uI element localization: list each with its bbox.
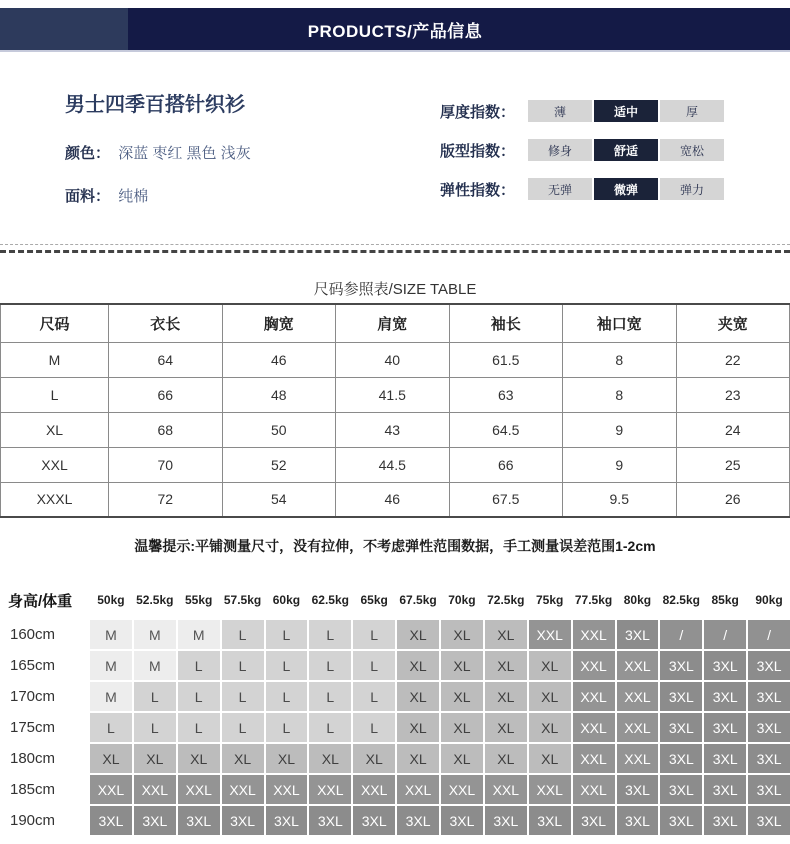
matrix-row <box>0 620 790 649</box>
fit-cell: L <box>134 682 176 711</box>
size-table-cell: 23 <box>676 377 790 412</box>
fit-cell: XL <box>397 744 439 773</box>
size-table-header-cell: 衣长 <box>109 304 223 342</box>
fit-cell: XL <box>529 682 571 711</box>
fit-cell: L <box>178 651 220 680</box>
size-table-cell: 67.5 <box>449 482 563 517</box>
fit-cell: XL <box>485 682 527 711</box>
fit-cell: XL <box>178 744 220 773</box>
height-label: 165cm <box>10 657 56 674</box>
fit-cell: L <box>309 651 351 680</box>
size-table-cell: 8 <box>563 377 677 412</box>
size-table-cell: 44.5 <box>336 447 450 482</box>
size-table-header-cell: 胸宽 <box>222 304 336 342</box>
fit-cell: XXL <box>266 775 308 804</box>
product-name: 男士四季百搭针织衫 <box>65 94 245 116</box>
fit-cell: 3XL <box>178 806 220 835</box>
fit-cell: XL <box>397 651 439 680</box>
fit-cell: L <box>309 682 351 711</box>
size-table-header-cell: 袖口宽 <box>563 304 677 342</box>
index-label: 弹性指数： <box>440 181 516 199</box>
fit-cell: 3XL <box>748 651 790 680</box>
index-chip-selected: 微弹 <box>594 178 658 200</box>
fit-cell: 3XL <box>660 806 702 835</box>
fit-cell: L <box>90 713 132 742</box>
fit-cell: L <box>222 713 264 742</box>
fit-cell: 3XL <box>704 744 746 773</box>
index-chip: 无弹 <box>528 178 592 200</box>
fit-cell: XXL <box>397 775 439 804</box>
index-chip: 薄 <box>528 100 592 122</box>
fit-cell: XXL <box>617 682 659 711</box>
fit-cell: 3XL <box>441 806 483 835</box>
fit-cell: XXL <box>222 775 264 804</box>
size-table-cell: 26 <box>676 482 790 517</box>
index-chip: 弹力 <box>660 178 724 200</box>
fit-cell: 3XL <box>748 806 790 835</box>
fit-cell: L <box>222 651 264 680</box>
fit-cell: L <box>309 713 351 742</box>
fit-cell: L <box>222 620 264 649</box>
matrix-row <box>0 682 790 711</box>
fabric-row <box>65 185 148 206</box>
fit-cell: L <box>309 620 351 649</box>
weight-label: 52.5kg <box>136 593 174 607</box>
weight-label: 70kg <box>448 593 476 607</box>
fit-cell: / <box>748 620 790 649</box>
fit-cell: XL <box>441 682 483 711</box>
weight-label: 60kg <box>272 593 301 607</box>
fit-cell: 3XL <box>573 806 615 835</box>
fit-cell: / <box>660 620 702 649</box>
fit-cell: XXL <box>573 775 615 804</box>
size-table-cell: 54 <box>222 482 336 517</box>
fit-cell: 3XL <box>309 806 351 835</box>
fit-cell: XXL <box>441 775 483 804</box>
size-table-row <box>1 482 790 517</box>
weight-label: 50kg <box>97 593 125 607</box>
fit-cell: XL <box>90 744 132 773</box>
index-label: 版型指数： <box>440 142 516 160</box>
index-label: 厚度指数： <box>440 103 516 121</box>
fit-cell: 3XL <box>353 806 395 835</box>
height-label: 190cm <box>10 812 56 829</box>
fit-cell: XXL <box>573 713 615 742</box>
fit-cell: XXL <box>617 713 659 742</box>
fit-cell: 3XL <box>660 775 702 804</box>
index-chips <box>528 100 726 122</box>
fit-matrix <box>0 588 790 837</box>
measurement-note: 温馨提示:平铺测量尺寸，没有拉伸，不考虑弹性范围数据，手工测量误差范围1-2cm <box>134 538 656 554</box>
fit-cell: L <box>353 682 395 711</box>
fit-cell: XXL <box>178 775 220 804</box>
size-table-cell: 40 <box>336 342 450 377</box>
weight-label: 85kg <box>711 593 739 607</box>
fit-cell: L <box>353 651 395 680</box>
size-table-row <box>1 412 790 447</box>
fit-cell: XXL <box>573 682 615 711</box>
size-table-cell: 68 <box>109 412 223 447</box>
size-table-cell: 8 <box>563 342 677 377</box>
height-label: 180cm <box>10 750 56 767</box>
fit-cell: 3XL <box>748 775 790 804</box>
fit-cell: 3XL <box>704 775 746 804</box>
fit-cell: 3XL <box>660 744 702 773</box>
fit-cell: L <box>266 620 308 649</box>
fit-cell: L <box>134 713 176 742</box>
size-table-row <box>1 342 790 377</box>
fit-cell: XL <box>397 713 439 742</box>
size-table-cell: 46 <box>336 482 450 517</box>
fit-cell: XL <box>397 620 439 649</box>
fit-cell: XL <box>397 682 439 711</box>
weight-label: 90kg <box>755 593 783 607</box>
fit-cell: 3XL <box>617 775 659 804</box>
matrix-row <box>0 806 790 835</box>
size-table-cell: 70 <box>109 447 223 482</box>
color-row <box>65 142 251 163</box>
size-table-header-cell: 尺码 <box>1 304 109 342</box>
size-table-cell: 24 <box>676 412 790 447</box>
fit-cell: 3XL <box>704 713 746 742</box>
dashed-divider <box>0 244 790 253</box>
fit-cell: L <box>178 713 220 742</box>
weight-label: 77.5kg <box>574 593 613 607</box>
size-table-cell: XXXL <box>1 482 109 517</box>
fabric-value: 纯棉 <box>118 188 149 205</box>
weight-label: 72.5kg <box>487 593 525 607</box>
weight-label: 65kg <box>360 593 388 607</box>
size-table-cell: 61.5 <box>449 342 563 377</box>
index-chip-selected: 舒适 <box>594 139 658 161</box>
height-label: 185cm <box>10 781 56 798</box>
fit-cell: 3XL <box>660 682 702 711</box>
size-table-cell: 41.5 <box>336 377 450 412</box>
size-table-cell: 66 <box>449 447 563 482</box>
fit-cell: 3XL <box>266 806 308 835</box>
fit-cell: L <box>222 682 264 711</box>
size-table-cell: 43 <box>336 412 450 447</box>
fit-cell: XXL <box>90 775 132 804</box>
color-label: 颜色： <box>65 145 111 162</box>
dashed-line-dark <box>0 250 790 253</box>
matrix-header-row <box>0 588 790 612</box>
weight-label: 55kg <box>185 593 213 607</box>
fit-cell: 3XL <box>748 713 790 742</box>
fit-cell: XL <box>485 651 527 680</box>
size-table-header-cell: 肩宽 <box>336 304 450 342</box>
fit-cell: XXL <box>353 775 395 804</box>
fit-cell: 3XL <box>90 806 132 835</box>
matrix-row <box>0 713 790 742</box>
weight-label: 75kg <box>536 593 564 607</box>
fit-cell: XXL <box>309 775 351 804</box>
fit-cell: L <box>178 682 220 711</box>
weight-label: 57.5kg <box>223 593 262 607</box>
size-table-cell: 64.5 <box>449 412 563 447</box>
weight-label: 67.5kg <box>399 593 437 607</box>
fit-cell: XL <box>441 620 483 649</box>
fit-cell: XL <box>485 744 527 773</box>
index-row-thickness <box>440 100 740 122</box>
fit-cell: 3XL <box>660 713 702 742</box>
fit-cell: M <box>90 620 132 649</box>
index-chip: 宽松 <box>660 139 724 161</box>
fit-cell: XL <box>134 744 176 773</box>
size-table-header-row <box>1 304 790 342</box>
fit-cell: XL <box>485 620 527 649</box>
index-chip: 厚 <box>660 100 724 122</box>
fit-cell: 3XL <box>222 806 264 835</box>
fit-cell: XL <box>309 744 351 773</box>
fit-cell: / <box>704 620 746 649</box>
matrix-corner-label: 身高/体重 <box>8 592 73 610</box>
fit-cell: XXL <box>617 744 659 773</box>
matrix-row <box>0 744 790 773</box>
size-table-title: 尺码参照表/SIZE TABLE <box>313 281 477 298</box>
fit-cell: 3XL <box>485 806 527 835</box>
fit-cell: 3XL <box>529 806 571 835</box>
size-table-cell: 46 <box>222 342 336 377</box>
fit-cell: XL <box>441 651 483 680</box>
fit-cell: L <box>353 713 395 742</box>
size-table-cell: L <box>1 377 109 412</box>
index-section <box>440 100 740 217</box>
size-table-cell: 72 <box>109 482 223 517</box>
fit-cell: XXL <box>529 775 571 804</box>
size-table-row <box>1 447 790 482</box>
fit-cell: XL <box>222 744 264 773</box>
size-table-cell: 9.5 <box>563 482 677 517</box>
weight-label: 62.5kg <box>311 593 349 607</box>
size-table-header-cell: 夹宽 <box>676 304 790 342</box>
size-table <box>0 303 790 518</box>
page-title: PRODUCTS/产品信息 <box>307 21 483 41</box>
size-table-header-cell: 袖长 <box>449 304 563 342</box>
size-table-cell: 64 <box>109 342 223 377</box>
index-row-fit <box>440 139 740 161</box>
fit-cell: XXL <box>134 775 176 804</box>
height-label: 170cm <box>10 688 56 705</box>
fit-cell: XL <box>529 713 571 742</box>
index-row-elasticity <box>440 178 740 200</box>
fit-cell: L <box>353 620 395 649</box>
fit-cell: 3XL <box>704 682 746 711</box>
index-chip-selected: 适中 <box>594 100 658 122</box>
weight-label: 82.5kg <box>662 593 700 607</box>
size-table-cell: 25 <box>676 447 790 482</box>
fit-cell: XL <box>441 713 483 742</box>
fit-cell: XL <box>353 744 395 773</box>
height-label: 175cm <box>10 719 56 736</box>
fit-cell: 3XL <box>617 806 659 835</box>
fit-cell: 3XL <box>748 682 790 711</box>
size-table-cell: M <box>1 342 109 377</box>
height-label: 160cm <box>10 626 56 643</box>
size-table-cell: 9 <box>563 412 677 447</box>
dashed-line-light <box>0 244 790 245</box>
size-table-cell: XXL <box>1 447 109 482</box>
index-chips <box>528 178 726 200</box>
size-table-cell: 48 <box>222 377 336 412</box>
fit-cell: M <box>178 620 220 649</box>
fit-cell: L <box>266 713 308 742</box>
index-chips <box>528 139 726 161</box>
color-value: 深蓝 枣红 黑色 浅灰 <box>118 145 251 162</box>
size-table-cell: XL <box>1 412 109 447</box>
fit-cell: XL <box>441 744 483 773</box>
fit-cell: L <box>266 651 308 680</box>
fit-cell: 3XL <box>397 806 439 835</box>
fit-cell: M <box>134 651 176 680</box>
fit-cell: XXL <box>573 620 615 649</box>
matrix-row <box>0 651 790 680</box>
fabric-label: 面料： <box>65 188 111 205</box>
size-table-cell: 50 <box>222 412 336 447</box>
matrix-rows <box>0 620 790 835</box>
size-table-cell: 9 <box>563 447 677 482</box>
fit-cell: XXL <box>573 651 615 680</box>
fit-cell: XXL <box>573 744 615 773</box>
index-chip: 修身 <box>528 139 592 161</box>
fit-cell: XL <box>485 713 527 742</box>
weight-label: 80kg <box>623 593 652 607</box>
size-table-cell: 22 <box>676 342 790 377</box>
size-table-body <box>1 342 790 517</box>
fit-cell: XXL <box>529 620 571 649</box>
fit-cell: 3XL <box>134 806 176 835</box>
fit-cell: L <box>266 682 308 711</box>
fit-cell: M <box>90 651 132 680</box>
fit-cell: XL <box>529 651 571 680</box>
fit-cell: 3XL <box>748 744 790 773</box>
size-table-cell: 66 <box>109 377 223 412</box>
fit-cell: XL <box>266 744 308 773</box>
size-table-cell: 52 <box>222 447 336 482</box>
size-table-row <box>1 377 790 412</box>
fit-cell: XXL <box>617 651 659 680</box>
fit-cell: XXL <box>485 775 527 804</box>
fit-cell: 3XL <box>660 651 702 680</box>
fit-cell: M <box>134 620 176 649</box>
fit-cell: 3XL <box>617 620 659 649</box>
header-bar <box>0 8 790 52</box>
fit-cell: 3XL <box>704 651 746 680</box>
fit-cell: M <box>90 682 132 711</box>
matrix-row <box>0 775 790 804</box>
fit-cell: XL <box>529 744 571 773</box>
size-table-cell: 63 <box>449 377 563 412</box>
fit-cell: 3XL <box>704 806 746 835</box>
